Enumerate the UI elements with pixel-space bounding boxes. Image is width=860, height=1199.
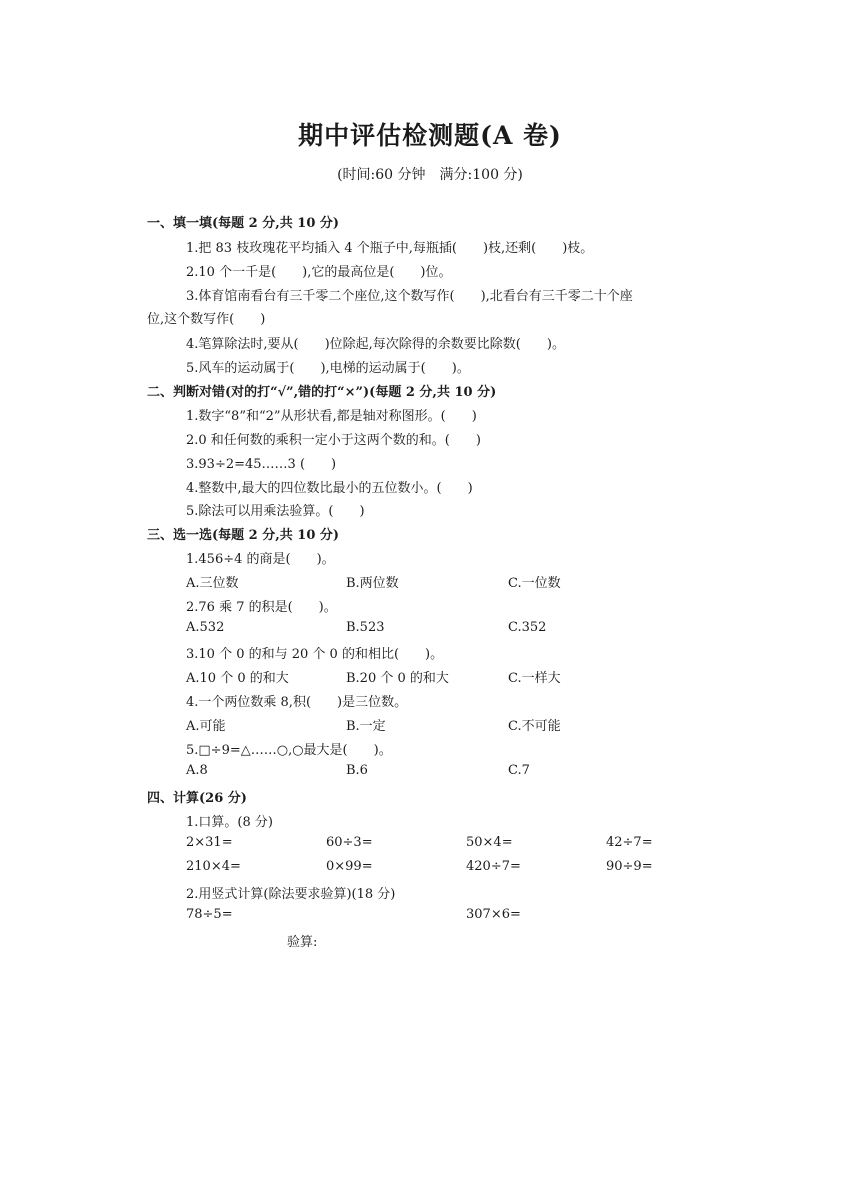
- s3-q5-option-c: C.7: [508, 763, 530, 778]
- mental-math-item: 50×4=: [466, 835, 513, 850]
- s1-question-1: 1.把 83 枝玫瑰花平均插入 4 个瓶子中,每瓶插( )枝,还剩( )枝。: [186, 241, 594, 256]
- s3-q3-option-b: B.20 个 0 的和大: [346, 671, 449, 686]
- s1-question-3-line-2: 位,这个数写作( ): [147, 312, 266, 327]
- section-2-heading: 二、判断对错(对的打“√”,错的打“×”)(每题 2 分,共 10 分): [147, 385, 497, 400]
- s3-q2-option-b: B.523: [346, 620, 385, 635]
- s3-question-4: 4.一个两位数乘 8,积( )是三位数。: [186, 695, 408, 710]
- section-3-heading: 三、选一选(每题 2 分,共 10 分): [147, 528, 340, 543]
- s3-q1-option-a: A.三位数: [186, 576, 239, 591]
- s3-q3-option-a: A.10 个 0 的和大: [186, 671, 289, 686]
- s4-part-1: 1.口算。(8 分): [186, 815, 273, 830]
- vertical-calc-1: 78÷5=: [186, 907, 233, 922]
- s3-q1-option-c: C.一位数: [508, 576, 561, 591]
- s3-q3-option-c: C.一样大: [508, 671, 561, 686]
- section-4-heading: 四、计算(26 分): [147, 791, 247, 806]
- s2-question-4: 4.整数中,最大的四位数比最小的五位数小。( ): [186, 481, 473, 496]
- vertical-calc-2: 307×6=: [466, 907, 521, 922]
- page-title: 期中评估检测题(A 卷): [298, 121, 562, 150]
- s3-q4-option-a: A.可能: [186, 719, 226, 734]
- mental-math-item: 0×99=: [326, 859, 373, 874]
- s2-question-3: 3.93÷2=45……3 ( ): [186, 457, 337, 472]
- s1-question-5: 5.风车的运动属于( ),电梯的运动属于( )。: [186, 361, 470, 376]
- s2-question-1: 1.数字“8”和“2”从形状看,都是轴对称图形。( ): [186, 409, 477, 424]
- mental-math-item: 2×31=: [186, 835, 233, 850]
- mental-math-item: 60÷3=: [326, 835, 373, 850]
- s2-question-2: 2.0 和任何数的乘积一定小于这两个数的和。( ): [186, 433, 481, 448]
- s4-part-2: 2.用竖式计算(除法要求验算)(18 分): [186, 887, 396, 902]
- mental-math-item: 420÷7=: [466, 859, 521, 874]
- s3-question-2: 2.76 乘 7 的积是( )。: [186, 600, 337, 615]
- s1-question-3-line-1: 3.体育馆南看台有三千零二个座位,这个数写作( ),北看台有三千零二十个座: [186, 289, 633, 304]
- s3-q1-option-b: B.两位数: [346, 576, 399, 591]
- s3-q4-option-b: B.一定: [346, 719, 386, 734]
- section-1-heading: 一、填一填(每题 2 分,共 10 分): [147, 216, 340, 231]
- mental-math-item: 90÷9=: [606, 859, 653, 874]
- mental-math-item: 42÷7=: [606, 835, 653, 850]
- s1-question-2: 2.10 个一千是( ),它的最高位是( )位。: [186, 265, 452, 280]
- s3-question-3: 3.10 个 0 的和与 20 个 0 的和相比( )。: [186, 647, 444, 662]
- s3-q2-option-a: A.532: [186, 620, 225, 635]
- check-label: 验算:: [287, 935, 318, 950]
- s3-q2-option-c: C.352: [508, 620, 547, 635]
- s3-q5-option-b: B.6: [346, 763, 368, 778]
- mental-math-item: 210×4=: [186, 859, 241, 874]
- s3-question-1: 1.456÷4 的商是( )。: [186, 552, 335, 567]
- s3-q4-option-c: C.不可能: [508, 719, 561, 734]
- s3-question-5: 5.□÷9=△……○,○最大是( )。: [186, 743, 392, 758]
- s1-question-4: 4.笔算除法时,要从( )位除起,每次除得的余数要比除数( )。: [186, 337, 565, 352]
- s3-q5-option-a: A.8: [186, 763, 208, 778]
- page-subtitle: (时间:60 分钟 满分:100 分): [337, 167, 523, 183]
- s2-question-5: 5.除法可以用乘法验算。( ): [186, 504, 365, 519]
